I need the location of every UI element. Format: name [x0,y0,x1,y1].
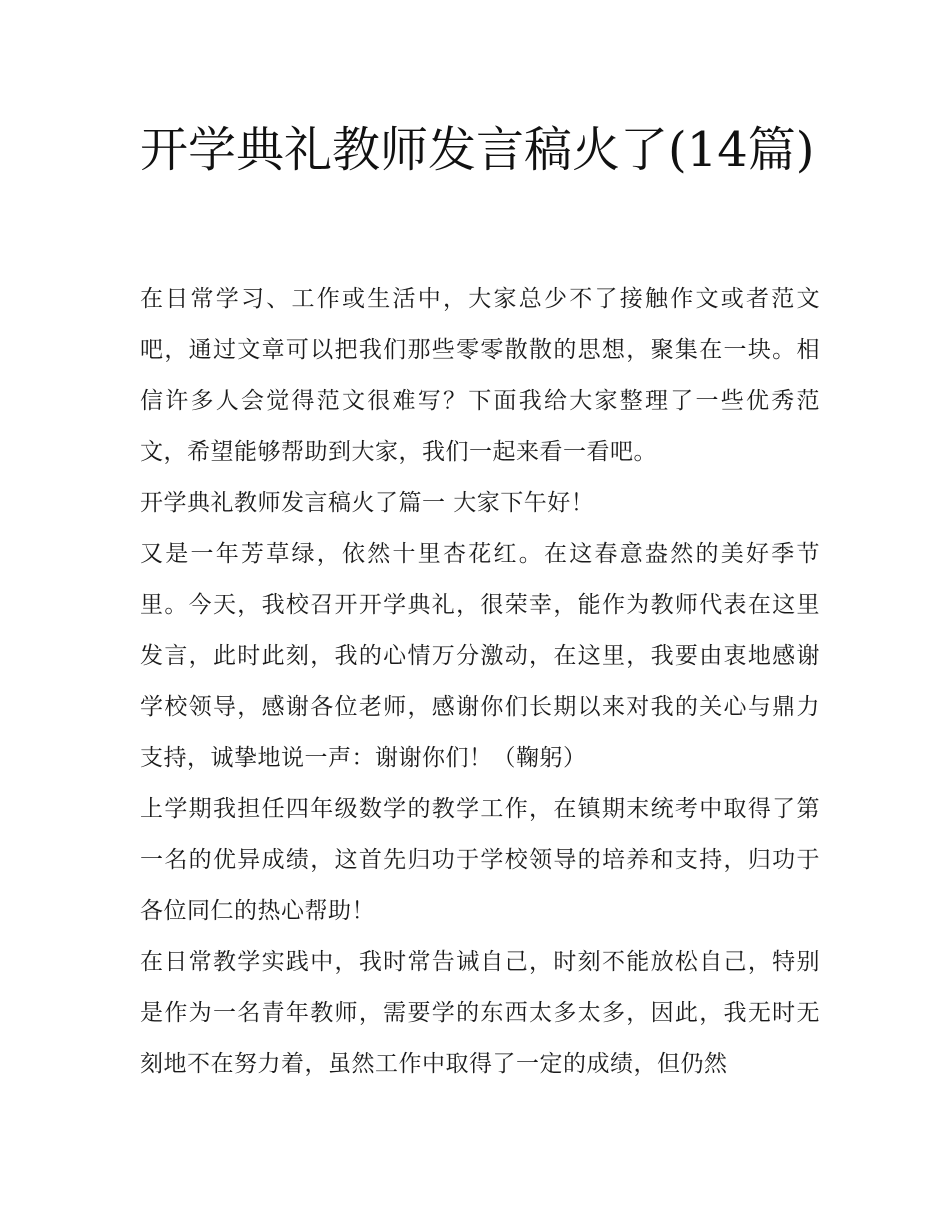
paragraph-spring-greeting: 又是一年芳草绿，依然十里杏花红。在这春意盎然的美好季节里。今天，我校召开开学典礼，很荣幸，能作为教师代表在这里发言，此时此刻，我的心情万分激动，在这里，我要由衷地感谢学校领导，感谢各位老师，感谢你们长期以来对我的关心与鼎力支持，诚挚地说一声：谢谢你们！（鞠躬） [140,541,820,771]
document-title: 开学典礼教师发言稿火了(14篇) [140,122,815,178]
paragraph-teaching-practice: 在日常教学实践中，我时常告诫自己，时刻不能放松自己，特别是作为一名青年教师，需要学的东西太多太多，因此，我无时无刻地不在努力着，虽然工作中取得了一定的成绩，但仍然 [140,949,820,1077]
paragraph-last-semester: 上学期我担任四年级数学的教学工作，在镇期末统考中取得了第一名的优异成绩，这首先归功于学校领导的培养和支持，归功于各位同仁的热心帮助！ [140,796,820,924]
document-body [140,274,820,1090]
paragraph-section-heading: 开学典礼教师发言稿火了篇一 大家下午好！ [140,490,595,516]
paragraph-intro: 在日常学习、工作或生活中，大家总少不了接触作文或者范文吧，通过文章可以把我们那些零零散散的思想，聚集在一块。相信许多人会觉得范文很难写？下面我给大家整理了一些优秀范文，希望能够帮助到大家，我们一起来看一看吧。 [140,286,820,465]
